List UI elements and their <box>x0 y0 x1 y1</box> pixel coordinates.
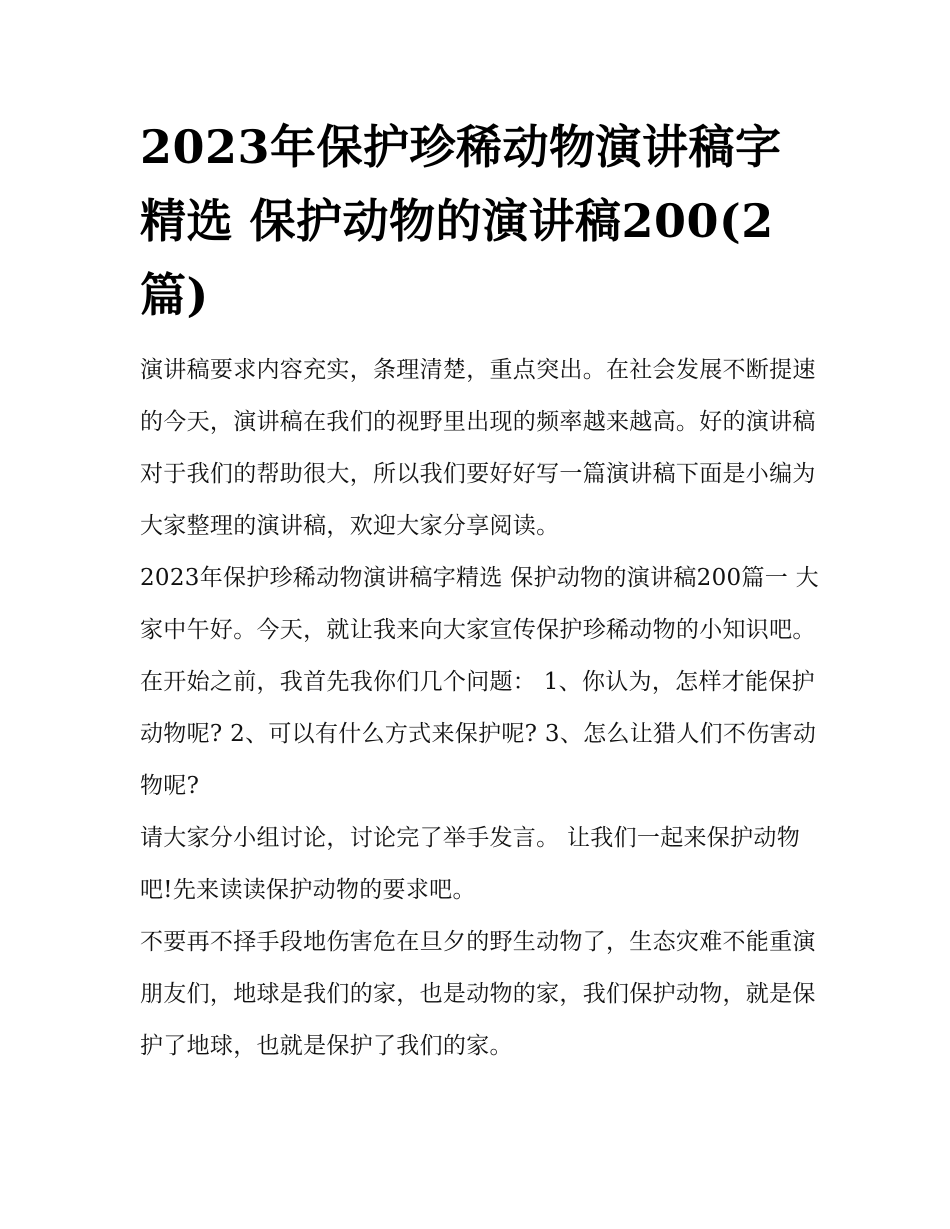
paragraph-questions: 在开始之前，我首先我你们几个问题： 1、你认为，怎样才能保护动物呢? 2、可以有什么方式来保护呢? 3、怎么让猎人们不伤害动物呢? <box>140 669 817 799</box>
paragraph-intro: 演讲稿要求内容充实，条理清楚，重点突出。在社会发展不断提速的今天，演讲稿在我们的视野里出现的频率越来越高。好的演讲稿对于我们的帮助很大，所以我们要好好写一篇演讲稿下面是小编为大家整理的演讲稿，欢迎大家分享阅读。 <box>140 357 816 539</box>
document-title: 2023年保护珍稀动物演讲稿字精选 保护动物的演讲稿200(2篇) <box>140 120 782 322</box>
document-page <box>140 110 820 1072</box>
paragraph-conclusion: 不要再不择手段地伤害危在旦夕的野生动物了，生态灾难不能重演朋友们，地球是我们的家，也是动物的家，我们保护动物，就是保护了地球，也就是保护了我们的家。 <box>140 929 816 1059</box>
document-body <box>140 344 820 1072</box>
paragraph-greeting: 2023年保护珍稀动物演讲稿字精选 保护动物的演讲稿200篇一 大家中午好。今天，就让我来向大家宣传保护珍稀动物的小知识吧。 <box>140 565 819 643</box>
paragraph-discussion: 请大家分小组讨论，讨论完了举手发言。 让我们一起来保护动物吧!先来读读保护动物的要求吧。 <box>140 825 801 903</box>
